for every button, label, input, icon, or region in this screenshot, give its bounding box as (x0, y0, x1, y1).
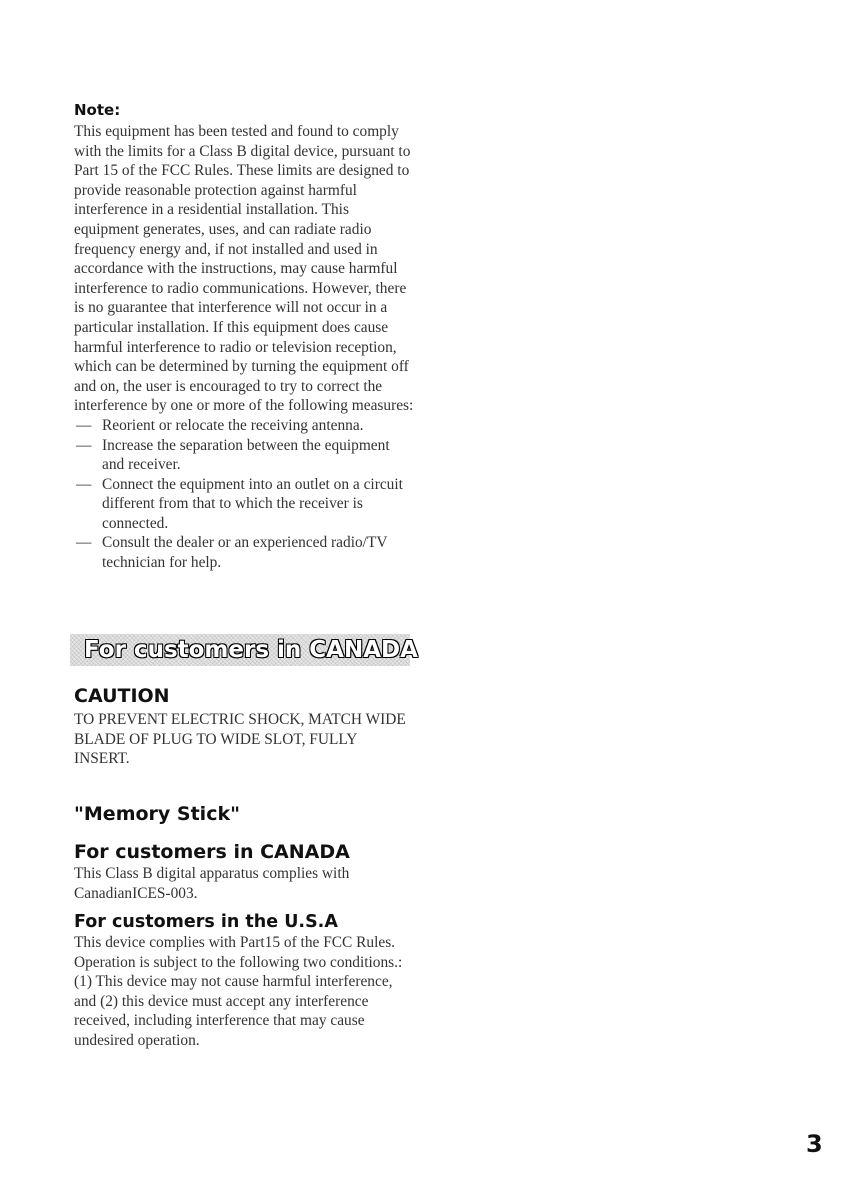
measure-item: — Increase the separation between the equipment and receiver. (76, 436, 390, 474)
caution-text: TO PREVENT ELECTRIC SHOCK, MATCH WIDE BLADE OF PLUG TO WIDE SLOT, FULLY INSERT. (74, 711, 406, 768)
memory-stick-title: "Memory Stick" (74, 803, 240, 825)
measure-item: — Connect the equipment into an outlet on a circuit different from that to which the receiver is connected. (76, 475, 403, 532)
usa-compliance-title: For customers in the U.S.A (74, 912, 338, 932)
memory-stick-section (74, 802, 414, 826)
caution-heading: CAUTION (74, 685, 170, 707)
canada-compliance-section (74, 840, 414, 903)
canada-compliance-title: For customers in CANADA (74, 841, 350, 863)
measures-list (74, 416, 414, 573)
note-heading: Note: (74, 101, 121, 119)
usa-compliance-section (74, 911, 414, 1051)
note-paragraph: This equipment has been tested and found to comply with the limits for a Class B digital device, pursuant to Part 15 of the FCC Rules. These limits are designed to provide reasonable protection against harmful interference in a residential installation. This equipment generates, uses, and can radiate radio frequency energy and, if not installed and used in accordance with the instructions, may cause harmful interference to radio communications. However, there is no guarantee that interference will not occur in a particular installation. If this equipment does cause harmful interference to radio or television reception, which can be determined by turning the equipment off and on, the user is encouraged to try to correct the interference by one or more of the following measures: (74, 123, 414, 415)
usa-compliance-text: This device complies with Part15 of the FCC Rules. Operation is subject to the following two conditions.: (1) This device may not cause harmful interference, and (2) this device must accept any interference received, including interference that may cause undesired operation. (74, 934, 403, 1049)
canada-banner (70, 634, 418, 666)
dash-bullet: — (76, 436, 92, 454)
dash-bullet: — (76, 534, 92, 552)
dash-bullet: — (76, 416, 92, 434)
dash-bullet: — (76, 475, 92, 493)
measure-item: — Consult the dealer or an experienced radio/TV technician for help. (76, 534, 388, 572)
fcc-note-section (74, 101, 414, 573)
caution-section (74, 684, 414, 769)
measure-item: — Reorient or relocate the receiving antenna. (76, 416, 364, 434)
banner-title: For customers in CANADA (84, 637, 418, 663)
page-number: 3 (806, 1130, 823, 1158)
canada-compliance-text: This Class B digital apparatus complies with CanadianICES-003. (74, 865, 350, 902)
